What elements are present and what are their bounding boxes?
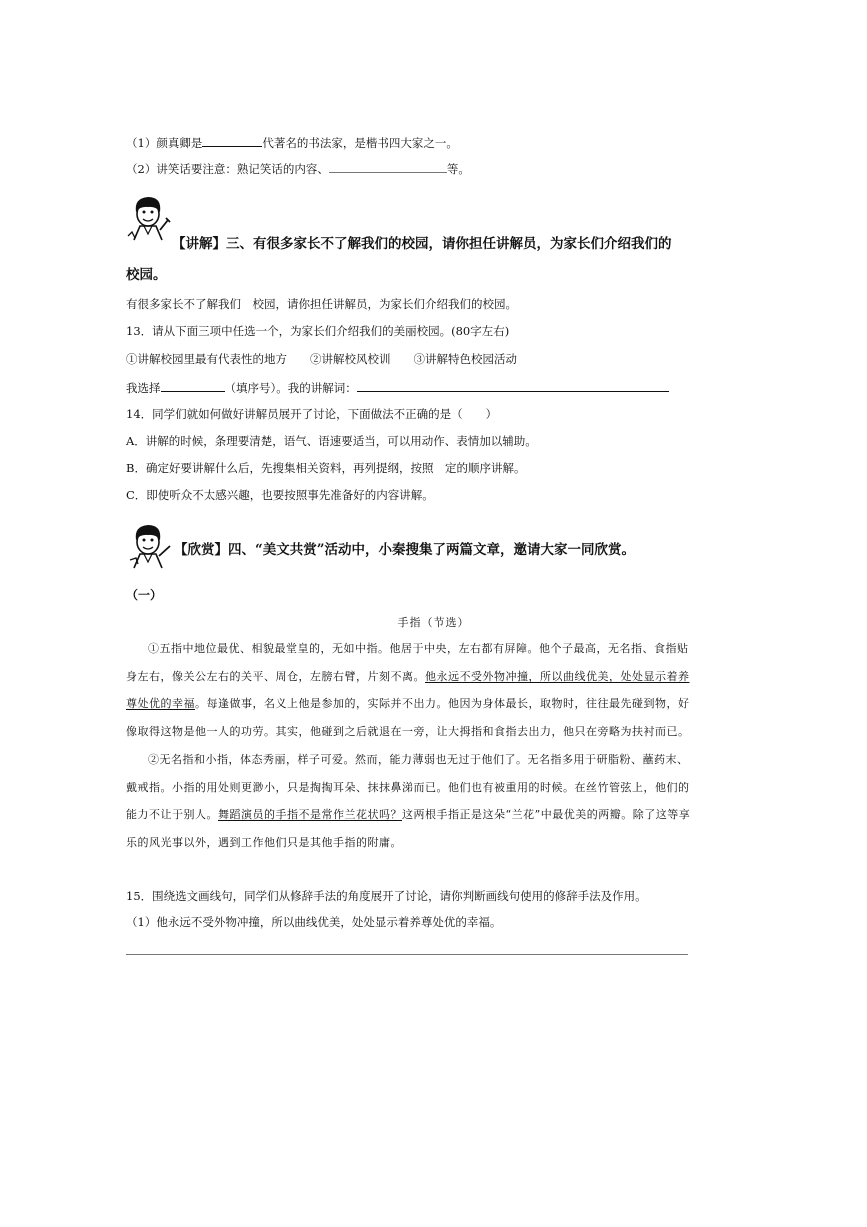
choice-blank[interactable] bbox=[161, 379, 225, 392]
section-3-heading: 【讲解】三、有很多家长不了解我们的校园，请你担任讲解员，为家长们介绍我们的 bbox=[172, 236, 672, 252]
underlined-sentence-2: 舞蹈演员的手指不是常作兰花状吗？ bbox=[218, 808, 402, 821]
question-2-text: （2）讲笑话要注意：熟记笑话的内容、 bbox=[126, 162, 329, 176]
passage-paragraph-1 bbox=[126, 635, 696, 745]
section-3-intro: 有很多家长不了解我们 校园，请你担任讲解员，为家长们介绍我们的校园。 bbox=[126, 297, 517, 311]
question-15-1: （1）他永远不受外物冲撞，所以曲线优美，处处显示着养尊处优的幸福。 bbox=[126, 915, 502, 929]
question-2-text-end: 等。 bbox=[446, 162, 470, 176]
question-13: 13．请从下面三项中任选一个，为家长们介绍我们的美丽校园。(80字左右) bbox=[126, 324, 510, 338]
speech-label: （填序号）。我的讲解词： bbox=[224, 381, 357, 395]
passage-paragraph-2 bbox=[126, 746, 696, 856]
section-3-heading-cont: 校园。 bbox=[126, 267, 167, 283]
section-4-heading: 【欣赏】四、“美文共赏”活动中，小秦搜集了两篇文章，邀请大家一同欣赏。 bbox=[174, 542, 636, 558]
passage-title: 手指（节选） bbox=[397, 616, 470, 629]
underlined-sentence-1: 他永远不受外物冲撞，所以曲线优美，处处显示着养尊处优的幸福 bbox=[126, 669, 690, 710]
boy-speaking-icon bbox=[126, 192, 172, 242]
paragraph-text: ②无名指和小指，体态秀丽，样子可爱。然而，能力薄弱也无过于他们了。无名指多用于研脂粉、蘸药末、戴戒指。小指的用处则更渺小，只是掏掏耳朵、抹抹鼻涕而已。他们也有被重用的时候。在丝竹管弦上，他们的能力不让于别人。 bbox=[126, 753, 690, 821]
answer-line[interactable] bbox=[126, 954, 688, 955]
question-1 bbox=[126, 134, 458, 151]
part-one-label: （一） bbox=[126, 588, 163, 602]
paragraph-text: 这两根手指正是这朵“兰花”中最优美的两瓣。除了这等享乐的风光事以外，遇到工作他们只是其他手指的附庸。 bbox=[126, 808, 691, 849]
question-1-text: （1）颜真卿是 bbox=[126, 136, 203, 150]
answer-blank[interactable] bbox=[329, 160, 447, 173]
question-15: 15．围绕选文画线句，同学们从修辞手法的角度展开了讨论，请你判断画线句使用的修辞手法及作用。 bbox=[126, 889, 647, 903]
paragraph-text: ①五指中地位最优、相貌最堂皇的，无如中指。他居于中央，左右都有屏障。他个子最高，无名指、食指贴身左右，像关公左右的关平、周仓，左膀右臂，片刻不离。 bbox=[126, 642, 689, 683]
question-13-options: ①讲解校园里最有代表性的地方 ②讲解校风校训 ③讲解特色校园活动 bbox=[126, 352, 517, 366]
choose-label: 我选择 bbox=[126, 381, 161, 395]
option-c[interactable]: C．即使听众不太感兴趣，也要按照事先准备好的内容讲解。 bbox=[126, 488, 434, 502]
answer-blank[interactable] bbox=[202, 134, 262, 147]
boy-pointing-icon bbox=[126, 520, 172, 570]
paragraph-text: 。每逢做事，名义上他是参加的，实际并不出力。他因为身体最长，取物时，往往最先碰到物，好像取得这物是他一人的功劳。其实，他碰到之后就退在一旁，让大拇指和食指去出力，他只在旁略为扶衬而已。 bbox=[126, 697, 690, 738]
option-a[interactable]: A．讲解的时候，条理要清楚，语气、语速要适当，可以用动作、表情加以辅助。 bbox=[126, 434, 537, 448]
question-13-answer bbox=[126, 379, 669, 396]
question-2 bbox=[126, 160, 470, 177]
option-b[interactable]: B．确定好要讲解什么后，先搜集相关资料，再列提纲，按照 定的顺序讲解。 bbox=[126, 461, 526, 475]
question-1-text-end: 代著名的书法家，是楷书四大家之一。 bbox=[262, 136, 458, 150]
speech-blank[interactable] bbox=[357, 379, 669, 392]
question-14: 14．同学们就如何做好讲解员展开了讨论，下面做法不正确的是（ ） bbox=[126, 407, 498, 421]
